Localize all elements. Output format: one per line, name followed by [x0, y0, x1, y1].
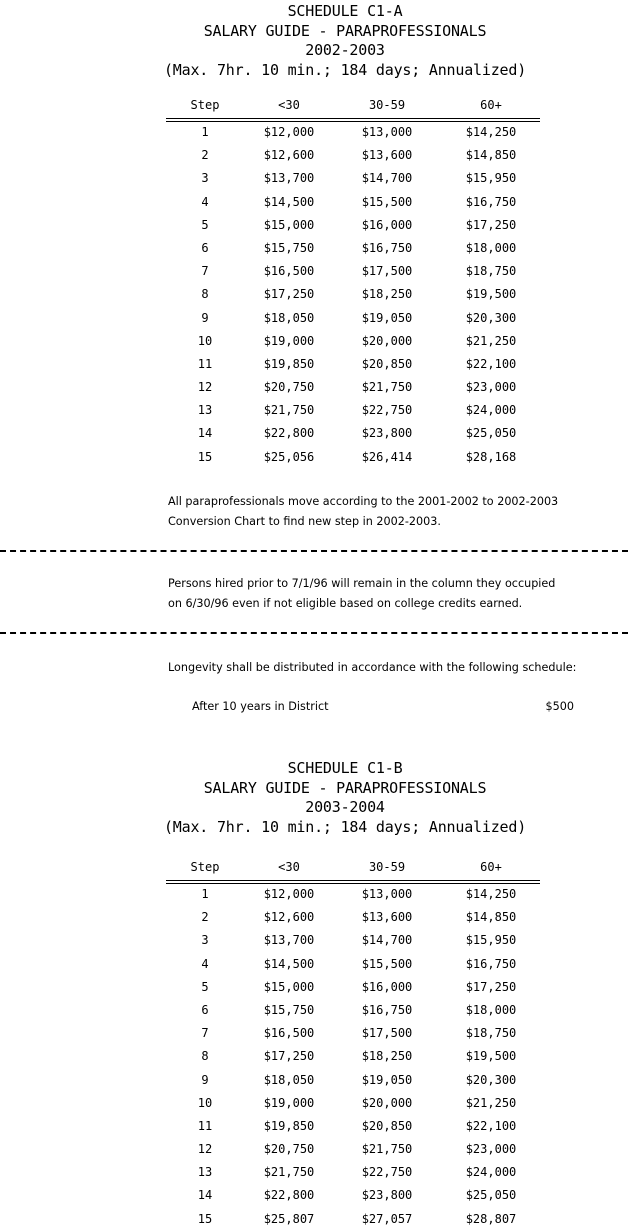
table-cell: $19,500	[465, 1049, 517, 1064]
longevity-intro	[168, 658, 623, 678]
table-cell: $22,100	[465, 1118, 517, 1133]
table-cell: $21,750	[263, 1165, 315, 1180]
table-cell: $17,500	[361, 1026, 413, 1041]
longevity-item	[192, 700, 582, 713]
table-cell: $17,250	[263, 287, 315, 302]
table-cell: 14	[197, 426, 213, 441]
table-cell: 5	[201, 979, 209, 994]
table-cell: $16,000	[361, 979, 413, 994]
table-cell: $15,000	[263, 979, 315, 994]
table-cell: $14,700	[361, 933, 413, 948]
table-cell: $20,300	[465, 310, 517, 325]
table-cell: $21,750	[361, 380, 413, 395]
table-cell: $18,000	[465, 240, 517, 255]
hired-prior-note	[168, 574, 623, 614]
table-row	[166, 215, 540, 238]
table-row	[166, 1023, 540, 1046]
table-cell: $22,750	[361, 403, 413, 418]
table-cell: $21,750	[361, 1142, 413, 1157]
table-cell: $21,250	[465, 1095, 517, 1110]
table-cell: $12,000	[263, 125, 315, 139]
schedule-a-title-line: SALARY GUIDE - PARAPROFESSIONALS	[203, 21, 487, 40]
table-cell: 12	[197, 1142, 213, 1157]
conversion-note-line: Conversion Chart to find new step in 2002-2003.	[168, 515, 441, 528]
table-cell: 5	[201, 217, 209, 232]
longevity-item-amount: $500	[545, 700, 574, 713]
table-cell: $14,850	[465, 910, 517, 925]
table-cell: $19,850	[263, 1118, 315, 1133]
table-cell: $22,800	[263, 1188, 315, 1203]
table-header	[166, 98, 540, 118]
table-cell: $13,600	[361, 148, 413, 163]
table-row	[166, 1185, 540, 1208]
table-cell: $16,500	[263, 264, 315, 279]
table-cell: $27,057	[361, 1211, 413, 1226]
table-cell: $15,750	[263, 240, 315, 255]
table-cell: $12,600	[263, 910, 315, 925]
dashed-divider	[0, 632, 628, 634]
table-cell: $16,500	[263, 1026, 315, 1041]
table-row	[166, 1162, 540, 1185]
table-cell: $25,056	[263, 449, 315, 464]
table-cell: $28,807	[465, 1211, 517, 1226]
column-header: <30	[278, 98, 300, 112]
table-cell: $23,000	[465, 1142, 517, 1157]
schedule-a-title	[0, 2, 628, 80]
table-cell: 15	[197, 1211, 213, 1226]
table-row	[166, 400, 540, 423]
table-cell: $15,750	[263, 1002, 315, 1017]
table-cell: 1	[201, 125, 209, 139]
table-cell: $24,000	[465, 403, 517, 418]
table-cell: $16,750	[465, 956, 517, 971]
table-cell: $15,950	[465, 171, 517, 186]
schedule-a-title-line: SCHEDULE C1-A	[287, 2, 403, 20]
table-cell: $23,000	[465, 380, 517, 395]
table-row	[166, 954, 540, 977]
table-cell: $18,250	[361, 1049, 413, 1064]
table-cell: 3	[201, 933, 209, 948]
table-row	[166, 377, 540, 400]
table-header	[166, 860, 540, 880]
column-header: 60+	[480, 860, 502, 874]
column-header: 60+	[480, 98, 502, 112]
schedule-a-table	[166, 98, 540, 470]
table-cell: $16,750	[361, 1002, 413, 1017]
table-cell: $15,500	[361, 194, 413, 209]
table-cell: $15,500	[361, 956, 413, 971]
table-row	[166, 145, 540, 168]
table-cell: $18,750	[465, 264, 517, 279]
table-row	[166, 1070, 540, 1093]
table-row	[166, 331, 540, 354]
dashed-divider	[0, 550, 628, 552]
column-header: 30-59	[368, 98, 406, 112]
table-cell: 10	[197, 1095, 213, 1110]
table-cell: $22,750	[361, 1165, 413, 1180]
table-cell: 10	[197, 333, 213, 348]
table-cell: $13,000	[361, 887, 413, 901]
hired-prior-note-line: on 6/30/96 even if not eligible based on college credits earned.	[168, 597, 523, 610]
column-header: Step	[190, 860, 220, 874]
table-cell: $12,000	[263, 887, 315, 901]
table-cell: 9	[201, 310, 209, 325]
table-cell: $22,800	[263, 426, 315, 441]
table-row	[166, 1046, 540, 1069]
table-cell: $23,800	[361, 426, 413, 441]
table-row	[166, 1116, 540, 1139]
table-cell: 1	[201, 887, 209, 901]
schedule-b-title-line: SALARY GUIDE - PARAPROFESSIONALS	[203, 778, 487, 797]
table-cell: $17,250	[465, 979, 517, 994]
table-cell: $20,000	[361, 1095, 413, 1110]
table-cell: $20,750	[263, 380, 315, 395]
table-cell: 11	[197, 356, 213, 371]
schedule-b-title	[0, 759, 628, 837]
table-cell: $13,700	[263, 171, 315, 186]
table-cell: 2	[201, 910, 209, 925]
table-cell: $16,750	[465, 194, 517, 209]
table-cell: 7	[201, 1026, 209, 1041]
table-cell: $20,850	[361, 1118, 413, 1133]
table-cell: $14,250	[465, 887, 517, 901]
table-row	[166, 354, 540, 377]
table-row	[166, 884, 540, 907]
table-cell: $23,800	[361, 1188, 413, 1203]
table-cell: $16,000	[361, 217, 413, 232]
table-row	[166, 1093, 540, 1116]
table-cell: $19,050	[361, 310, 413, 325]
table-cell: $17,250	[465, 217, 517, 232]
table-cell: $20,750	[263, 1142, 315, 1157]
table-cell: 6	[201, 1002, 209, 1017]
table-cell: $18,000	[465, 1002, 517, 1017]
schedule-b-table	[166, 860, 540, 1232]
table-row	[166, 1139, 540, 1162]
longevity-item-label: After 10 years in District	[192, 700, 329, 713]
table-cell: $17,250	[263, 1049, 315, 1064]
table-cell: 9	[201, 1072, 209, 1087]
table-cell: $20,850	[361, 356, 413, 371]
table-cell: $20,000	[361, 333, 413, 348]
schedule-a-title-line: 2002-2003	[305, 41, 385, 59]
table-cell: $18,050	[263, 1072, 315, 1087]
table-cell: $14,850	[465, 148, 517, 163]
table-cell: $13,600	[361, 910, 413, 925]
table-cell: $22,100	[465, 356, 517, 371]
table-cell: 3	[201, 171, 209, 186]
table-row	[166, 261, 540, 284]
table-row	[166, 308, 540, 331]
table-cell: $18,050	[263, 310, 315, 325]
table-cell: $13,700	[263, 933, 315, 948]
table-cell: 7	[201, 264, 209, 279]
table-cell: 11	[197, 1118, 213, 1133]
table-cell: 4	[201, 956, 209, 971]
column-header: 30-59	[368, 860, 406, 874]
table-cell: $19,000	[263, 333, 315, 348]
table-cell: 13	[197, 1165, 213, 1180]
table-cell: $21,250	[465, 333, 517, 348]
schedule-b-title-line: (Max. 7hr. 10 min.; 184 days; Annualized)	[163, 817, 527, 836]
table-row	[166, 1209, 540, 1232]
table-cell: $19,500	[465, 287, 517, 302]
table-cell: $18,750	[465, 1026, 517, 1041]
column-header: <30	[278, 860, 300, 874]
conversion-note	[168, 492, 623, 532]
table-cell: $19,050	[361, 1072, 413, 1087]
schedule-b-title-line: 2003-2004	[305, 798, 385, 816]
table-cell: 8	[201, 287, 209, 302]
table-row	[166, 977, 540, 1000]
table-cell: $28,168	[465, 449, 517, 464]
table-cell: $19,000	[263, 1095, 315, 1110]
table-cell: $19,850	[263, 356, 315, 371]
table-cell: $12,600	[263, 148, 315, 163]
longevity-intro-text: Longevity shall be distributed in accordance with the following schedule:	[168, 661, 577, 674]
table-cell: $25,807	[263, 1211, 315, 1226]
table-cell: $18,250	[361, 287, 413, 302]
table-cell: 4	[201, 194, 209, 209]
table-row	[166, 284, 540, 307]
table-cell: $17,500	[361, 264, 413, 279]
table-cell: 14	[197, 1188, 213, 1203]
column-header: Step	[190, 98, 220, 112]
table-cell: $14,700	[361, 171, 413, 186]
table-row	[166, 447, 540, 470]
table-cell: $25,050	[465, 426, 517, 441]
table-cell: $25,050	[465, 1188, 517, 1203]
table-cell: $15,950	[465, 933, 517, 948]
table-row	[166, 238, 540, 261]
table-row	[166, 122, 540, 145]
table-row	[166, 1000, 540, 1023]
table-cell: $26,414	[361, 449, 413, 464]
schedule-a-title-line: (Max. 7hr. 10 min.; 184 days; Annualized)	[163, 60, 527, 79]
conversion-note-line: All paraprofessionals move according to the 2001-2002 to 2002-2003	[168, 495, 559, 508]
table-cell: $14,250	[465, 125, 517, 139]
table-cell: 8	[201, 1049, 209, 1064]
table-cell: $14,500	[263, 194, 315, 209]
table-cell: 2	[201, 148, 209, 163]
table-cell: 13	[197, 403, 213, 418]
table-row	[166, 192, 540, 215]
table-cell: 12	[197, 380, 213, 395]
schedule-b-title-line: SCHEDULE C1-B	[287, 759, 403, 777]
table-cell: $15,000	[263, 217, 315, 232]
table-cell: $24,000	[465, 1165, 517, 1180]
table-cell: $14,500	[263, 956, 315, 971]
table-cell: $21,750	[263, 403, 315, 418]
table-cell: 6	[201, 240, 209, 255]
table-cell: $20,300	[465, 1072, 517, 1087]
table-row	[166, 930, 540, 953]
table-row	[166, 168, 540, 191]
table-row	[166, 907, 540, 930]
hired-prior-note-line: Persons hired prior to 7/1/96 will remain in the column they occupied	[168, 577, 556, 590]
table-cell: 15	[197, 449, 213, 464]
table-cell: $13,000	[361, 125, 413, 139]
table-cell: $16,750	[361, 240, 413, 255]
table-row	[166, 423, 540, 446]
